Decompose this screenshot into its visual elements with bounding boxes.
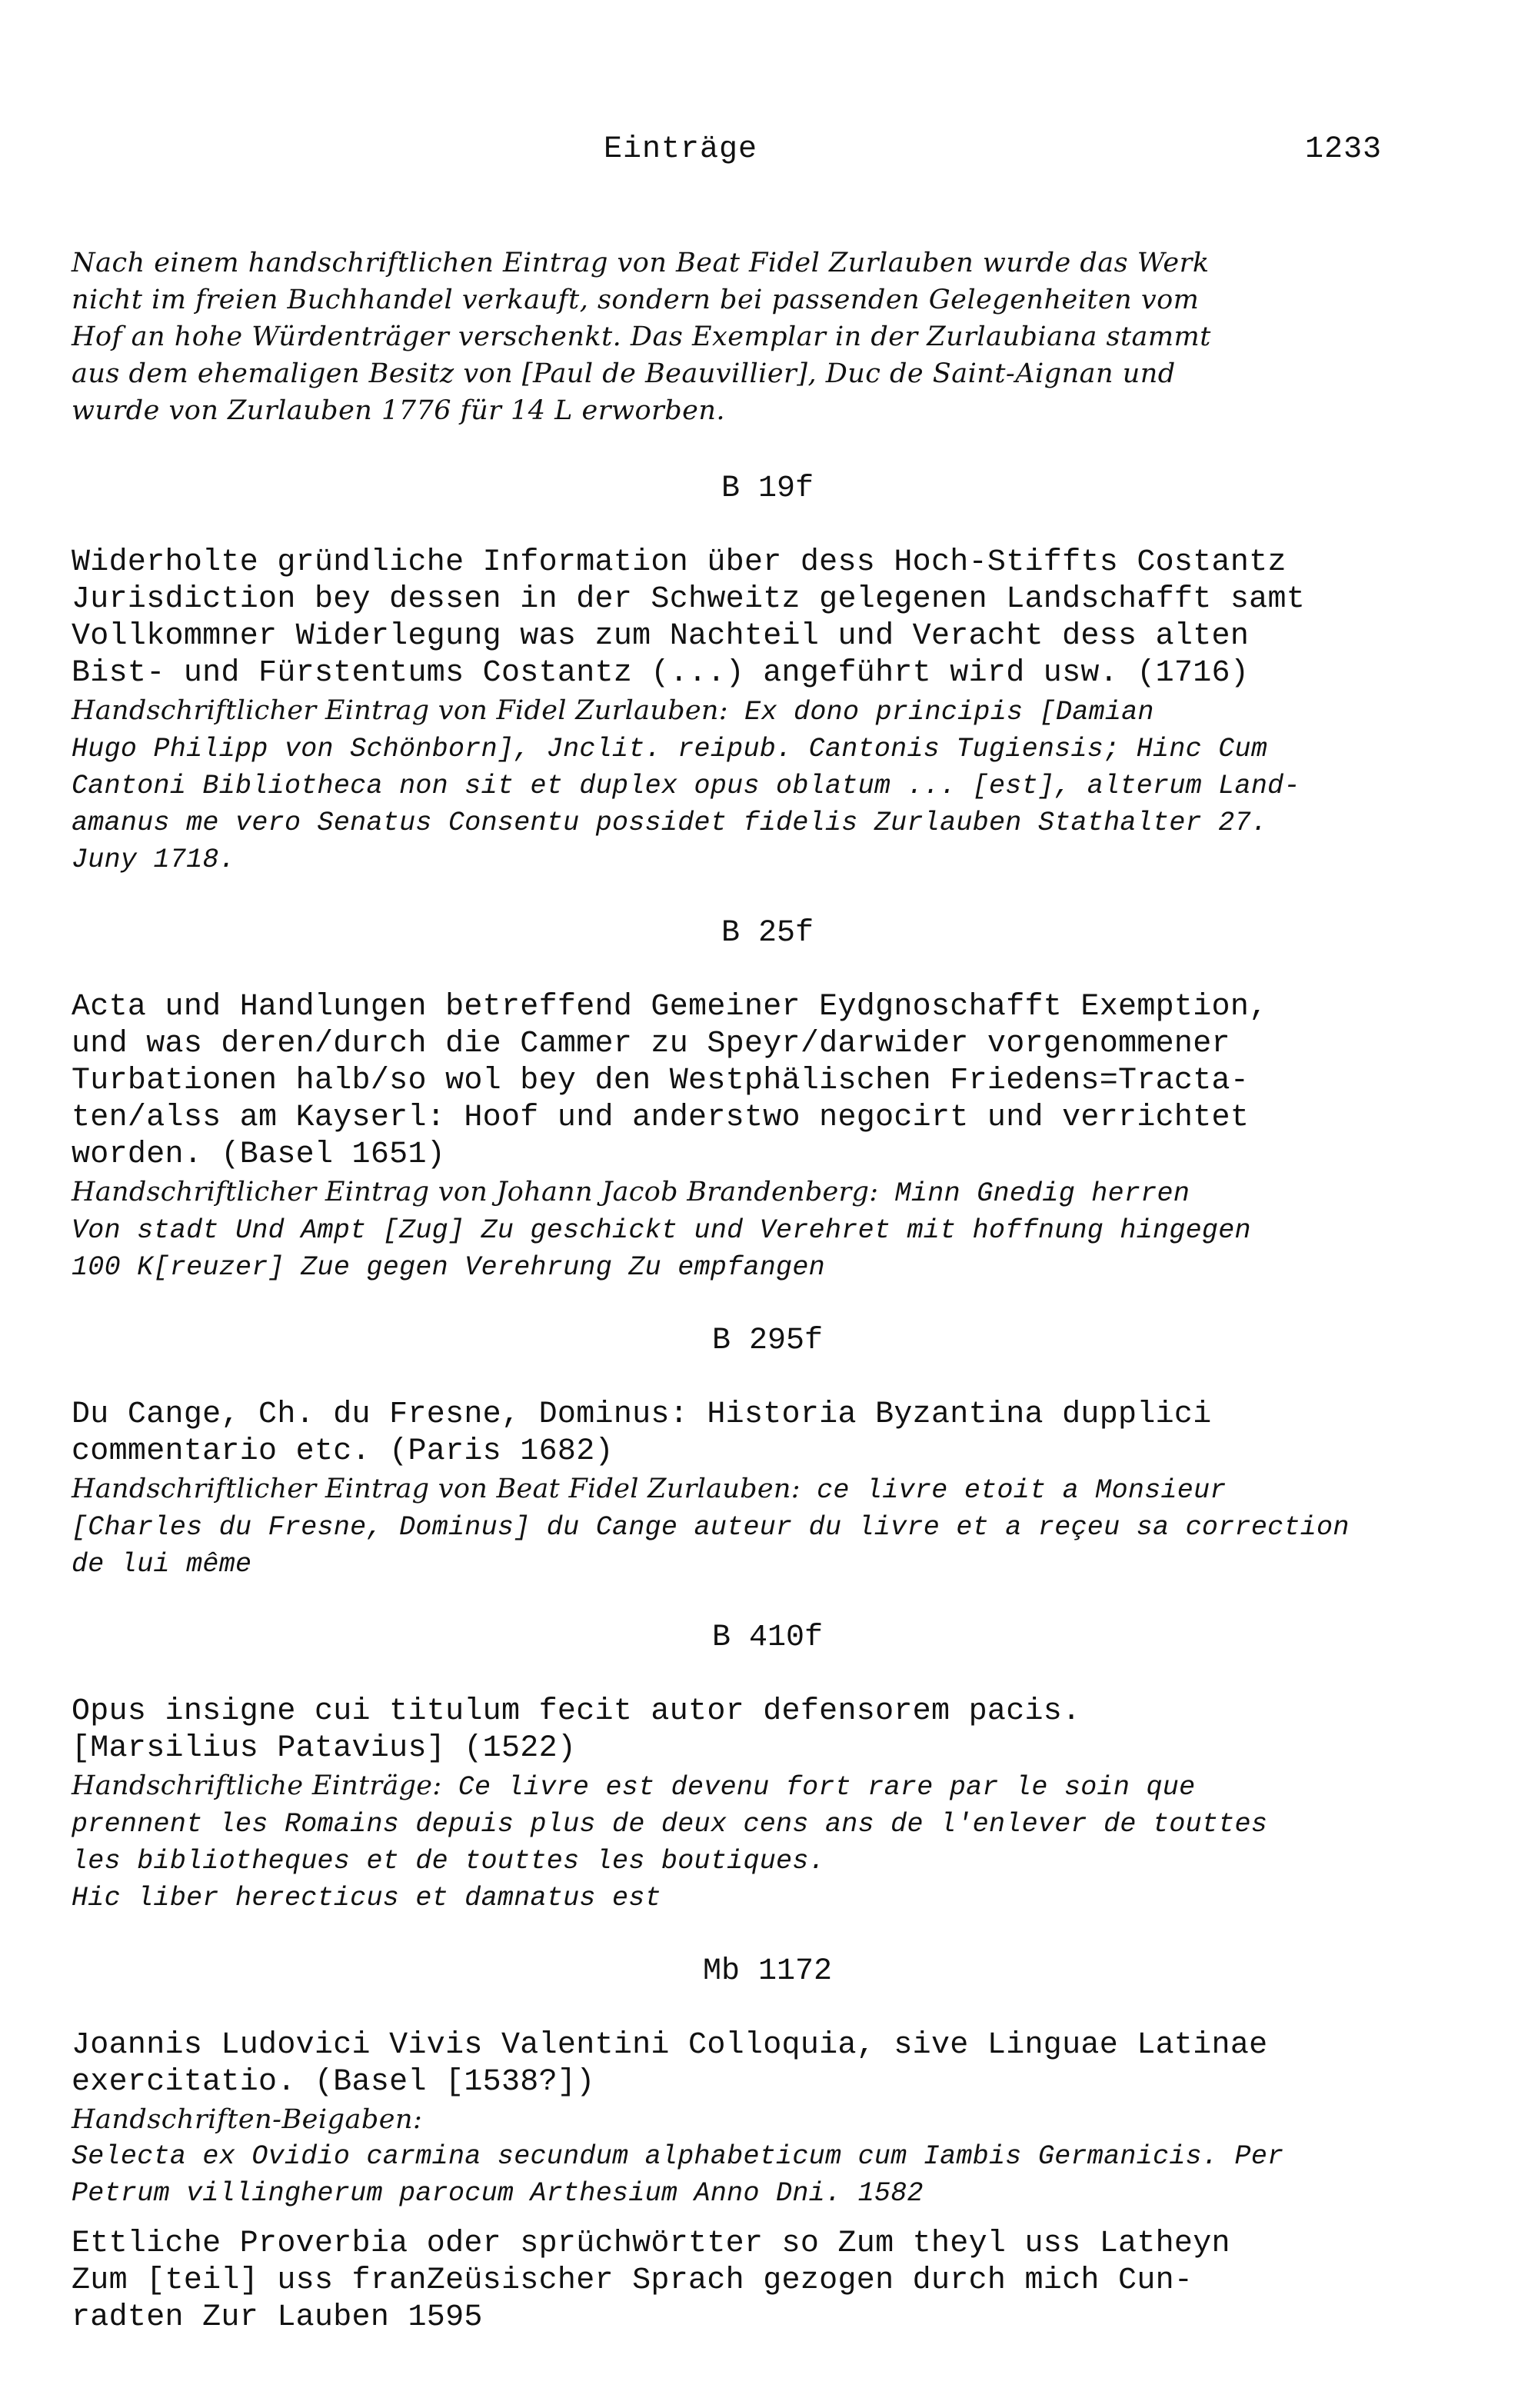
note-text: Ex dono principis [Damian [727,697,1154,728]
entry-signature: B 295f [711,1324,824,1358]
entry-note-line: Juny 1718. [72,844,236,875]
entry [72,1620,1456,1917]
entry-extra-line: Zum [teil] uss franZeüsischer Sprach gezogen durch mich Cun- [72,2263,1193,2298]
intro-line: Nach einem handschriftlichen Eintrag von Beat Fidel Zurlauben wurde das Werk [72,248,1210,278]
page-number: 1233 [1305,132,1383,167]
note-text: ce livre etoit a Monsieur [800,1475,1227,1506]
entry-note-line: de lui même [72,1549,252,1580]
note-label: Handschriftlicher Eintrag von Johann Jacob Brandenberg: [72,1177,879,1207]
entry [72,1323,1456,1583]
note-label: Handschriften-Beigaben: [72,2104,423,2135]
entry-title-line: Opus insigne cui titulum fecit autor defensorem pacis. [72,1694,1081,1729]
entry-title-line: Turbationen halb/so wol bey den Westphälischen Friedens=Tracta- [72,1064,1250,1098]
entry-title-line: Widerholte gründliche Information über dess Hoch-Stiffts Costantz [72,545,1287,580]
entry-note-line [72,1174,1456,1212]
entry-title-line: Joannis Ludovici Vivis Valentini Colloquia, sive Linguae Latinae [72,2028,1268,2063]
intro-line: nicht im freien Buchhandel verkauft, sondern bei passenden Gelegenheiten vom [72,285,1200,315]
entry [72,1953,1456,2336]
note-label: Handschriftliche Einträge: [72,1770,442,1801]
entry-note-line [72,692,1456,731]
entry [72,915,1456,1286]
note-text: Minn Gnedig herren [878,1178,1190,1209]
entry-title-line: Bist- und Fürstentums Costantz (...) angeführt wird usw. (1716) [72,656,1250,691]
entry-title-line: [Marsilius Patavius] (1522) [72,1731,577,1766]
entry-signature: B 410f [711,1620,824,1655]
entry-note-line: Von stadt Und Ampt [Zug] Zu geschickt und Verehret mit hoffnung hingegen [72,1215,1251,1246]
entry-signature: B 19f [721,471,814,506]
entry-extra-line: radten Zur Lauben 1595 [72,2300,483,2335]
entry-note-line: les bibliotheques et de touttes les boutiques. [72,1846,825,1877]
intro-line: Hof an hohe Würdenträger verschenkt. Das Exemplar in der Zurlaubiana stammt [72,321,1211,352]
entry-title-line: Vollkommner Widerlegung was zum Nachteil und Veracht dess alten [72,619,1250,654]
entry-title-line: und was deren/durch die Cammer zu Speyr/darwider vorgenommener [72,1027,1230,1061]
entry-note-line: prennent les Romains depuis plus de deux cens ans de l'enlever de touttes [72,1809,1268,1840]
entry-title-line: exercitatio. (Basel [1538?]) [72,2065,595,2100]
entry-note-line [72,1470,1456,1509]
entry-signature: Mb 1172 [702,1954,833,1989]
page-header [0,132,1538,178]
entry-note-line [72,1767,1456,1806]
note-text: Ce livre est devenu fort rare par le soin que [441,1772,1196,1803]
intro-paragraph [72,245,1456,429]
entry-title-line: Jurisdiction bey dessen in der Schweitz gelegenen Landschafft samt [72,582,1306,617]
entry-title-line: ten/alss am Kayserl: Hoof und anderstwo negocirt und verrichtet [72,1101,1250,1135]
entry-note-line: Hic liber herecticus et damnatus est [72,1883,661,1913]
entry-note-line: amanus me vero Senatus Consentu possidet fidelis Zurlauben Stathalter 27. [72,808,1268,838]
entry-signature: B 25f [721,916,814,951]
intro-line: aus dem ehemaligen Besitz von [Paul de Beauvillier], Duc de Saint-Aignan und [72,358,1176,389]
running-title: Einträge [604,132,758,167]
entry-title-line: Acta und Handlungen betreffend Gemeiner Eydgnoschafft Exemption, [72,990,1268,1024]
entry-title-line: Du Cange, Ch. du Fresne, Dominus: Historia Byzantina dupplici [72,1397,1212,1432]
entry [72,471,1456,878]
note-label: Handschriftlicher Eintrag von Beat Fidel Zurlauben: [72,1474,801,1504]
entry-note-line: 100 K[reuzer] Zue gegen Verehrung Zu empfangen [72,1252,825,1283]
entry-note-line: Selecta ex Ovidio carmina secundum alphabeticum cum Iambis Germanicis. Per [72,2141,1284,2172]
entry-note-line: Hugo Philipp von Schönborn], Jnclit. reipub. Cantonis Tugiensis; Hinc Cum [72,734,1268,764]
entry-note-line: Cantoni Bibliotheca non sit et duplex opus oblatum ... [est], alterum Land- [72,771,1300,801]
entry-title-line: worden. (Basel 1651) [72,1137,446,1172]
entry-note-line: Petrum villingherum parocum Arthesium Anno Dni. 1582 [72,2178,924,2209]
page-body [72,245,1456,2336]
entry-note-line: [Charles du Fresne, Dominus] du Cange auteur du livre et a reçeu sa correction [72,1512,1350,1543]
intro-line: wurde von Zurlauben 1776 für 14 L erworben. [72,395,726,426]
note-label: Handschriftlicher Eintrag von Fidel Zurlauben: [72,695,728,726]
entry-title-line: commentario etc. (Paris 1682) [72,1434,614,1469]
entry-extra-line: Ettliche Proverbia oder sprüchwörtter so Zum theyl uss Latheyn [72,2226,1230,2261]
